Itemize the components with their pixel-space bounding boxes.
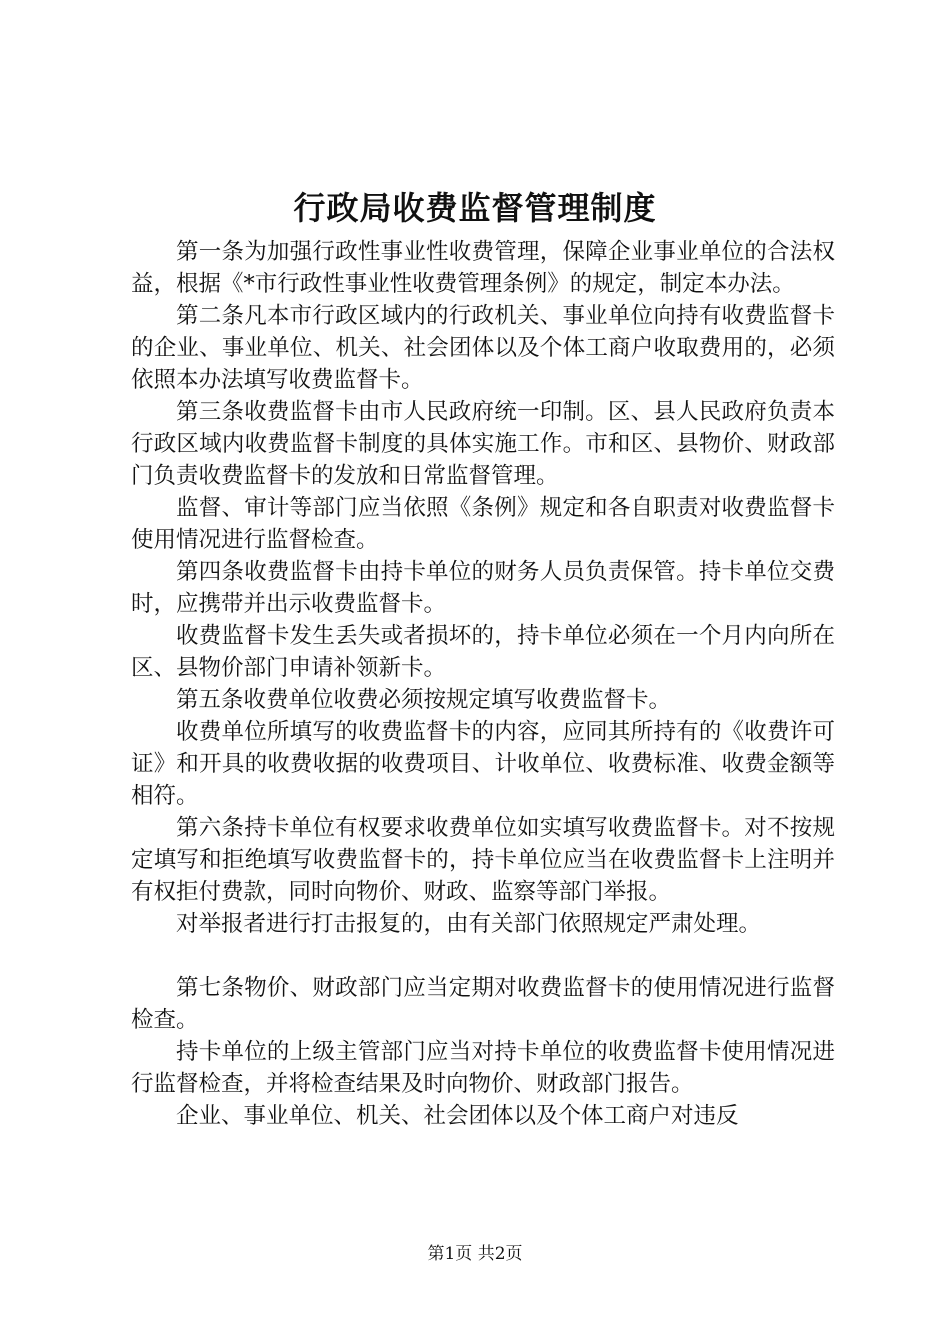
paragraph-article-5: 第五条收费单位收费必须按规定填写收费监督卡。 — [176, 687, 672, 713]
paragraph-article-4-lost-card: 收费监督卡发生丢失或者损坏的，持卡单位必须在一个月内向所在区、县物价部门申请补领新卡。 — [131, 623, 835, 681]
paragraph-article-3: 第三条收费监督卡由市人民政府统一印制。区、县人民政府负责本行政区域内收费监督卡制度的具体实施工作。市和区、县物价、财政部门负责收费监督卡的发放和日常监督管理。 — [131, 399, 835, 489]
paragraph-article-7-superior: 持卡单位的上级主管部门应当对持卡单位的收费监督卡使用情况进行监督检查，并将检查结果及时向物价、财政部门报告。 — [131, 1039, 835, 1097]
document-title: 行政局收费监督管理制度 — [293, 189, 657, 227]
document-body — [131, 236, 835, 1132]
paragraph-article-7-entities: 企业、事业单位、机关、社会团体以及个体工商户对违反 — [176, 1103, 739, 1129]
paragraph-article-7: 第七条物价、财政部门应当定期对收费监督卡的使用情况进行监督检查。 — [131, 975, 835, 1033]
paragraph-article-1: 第一条为加强行政性事业性收费管理，保障企业事业单位的合法权益，根据《*市行政性事业性收费管理条例》的规定，制定本办法。 — [131, 239, 835, 297]
page-footer: 第1页 共2页 — [427, 1244, 523, 1264]
paragraph-article-5-content: 收费单位所填写的收费监督卡的内容，应同其所持有的《收费许可证》和开具的收费收据的收费项目、计收单位、收费标准、收费金额等相符。 — [131, 719, 835, 809]
paragraph-article-6-retaliation: 对举报者进行打击报复的，由有关部门依照规定严肃处理。 — [176, 911, 762, 937]
paragraph-article-2: 第二条凡本市行政区域内的行政机关、事业单位向持有收费监督卡的企业、事业单位、机关、社会团体以及个体工商户收取费用的，必须依照本办法填写收费监督卡。 — [131, 303, 835, 393]
paragraph-article-6: 第六条持卡单位有权要求收费单位如实填写收费监督卡。对不按规定填写和拒绝填写收费监督卡的，持卡单位应当在收费监督卡上注明并有权拒付费款，同时向物价、财政、监察等部门举报。 — [131, 815, 835, 905]
paragraph-article-4: 第四条收费监督卡由持卡单位的财务人员负责保管。持卡单位交费时，应携带并出示收费监督卡。 — [131, 559, 835, 617]
paragraph-article-3-supervision: 监督、审计等部门应当依照《条例》规定和各自职责对收费监督卡使用情况进行监督检查。 — [131, 495, 835, 553]
